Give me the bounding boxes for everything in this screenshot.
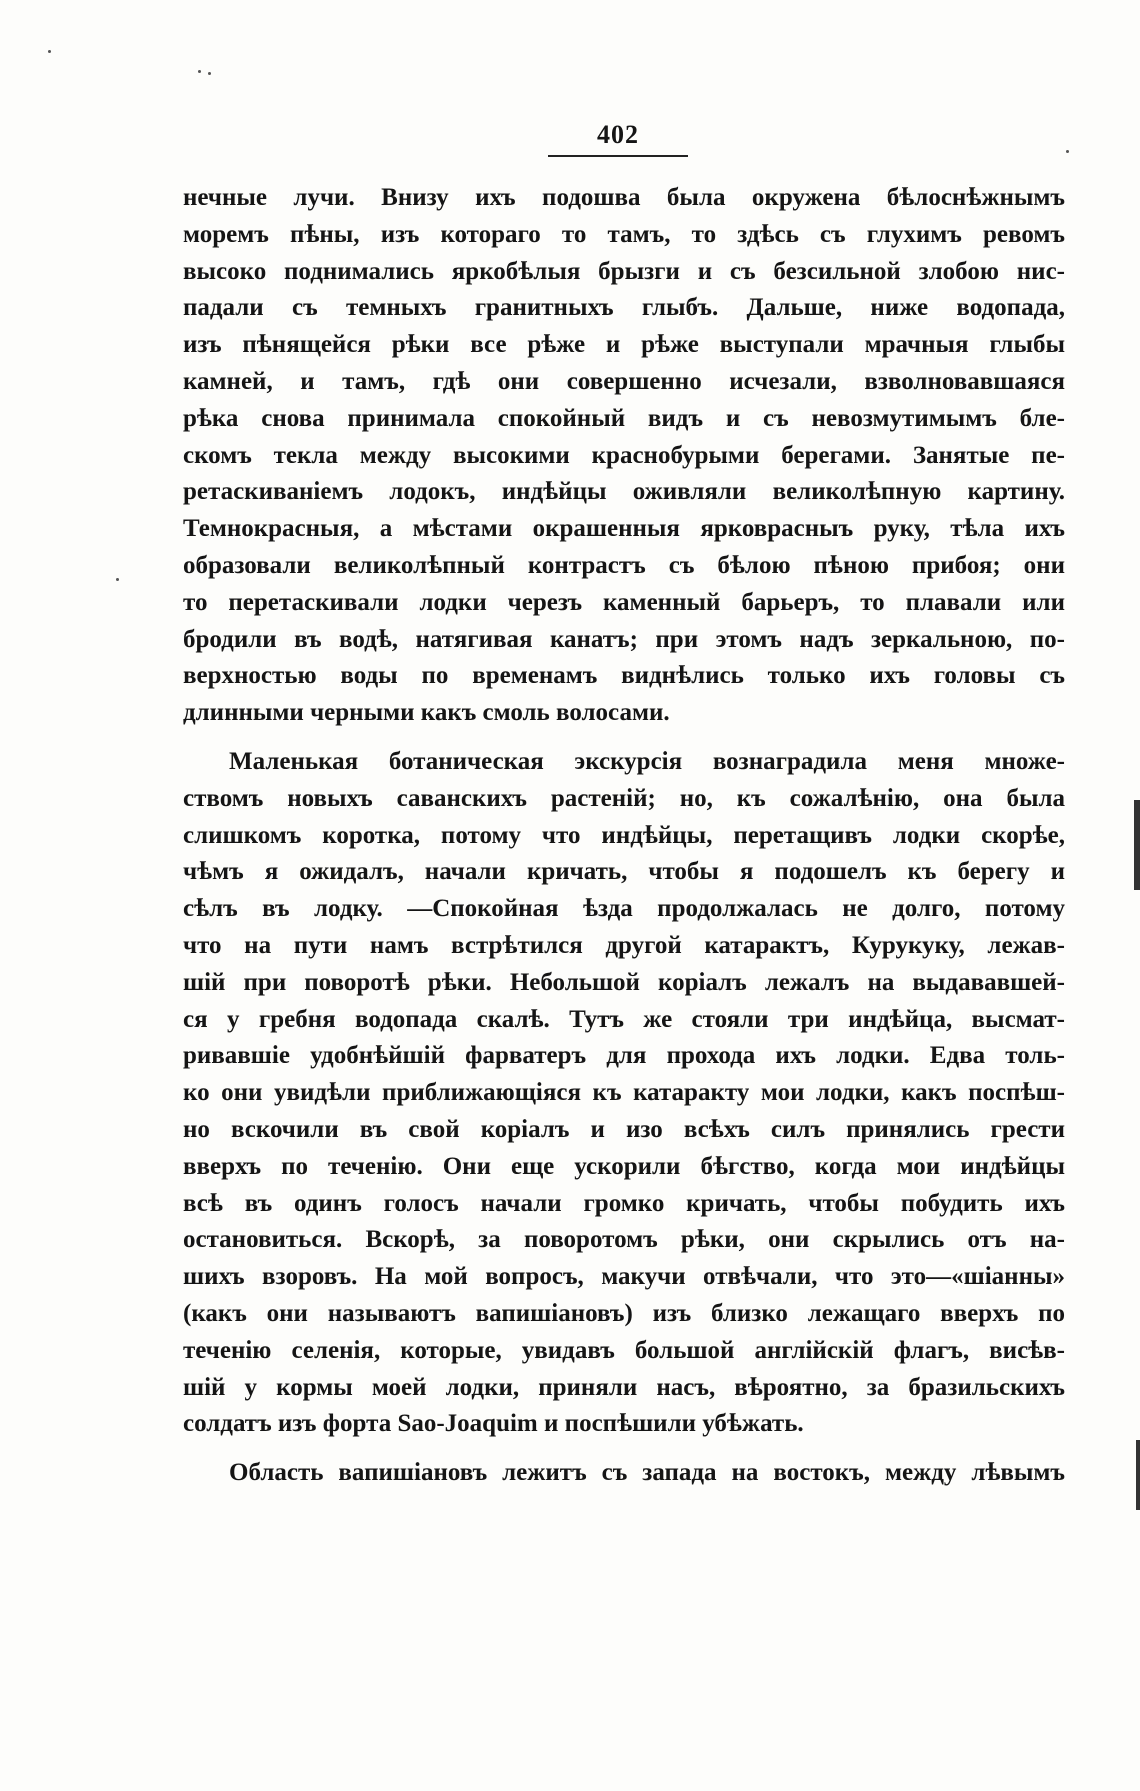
text-line: Темнокрасныя, а мѣстами окрашенныя ярковрасныъ руку, тѣла ихъ xyxy=(183,515,1065,543)
text-line: скомъ текла между высокими краснобурыми берегами. Занятые пе- xyxy=(183,441,1065,469)
text-line: бродили въ водѣ, натягивая канатъ; при этомъ надъ зеркальною, по- xyxy=(183,625,1065,653)
text-line: теченію селенія, которые, увидавъ большой англійскій флагъ, висѣв- xyxy=(183,1336,1065,1364)
text-line: длинными черными какъ смоль волосами. xyxy=(183,699,670,727)
paragraph-gap xyxy=(183,732,1065,744)
text-line: что на пути намъ встрѣтился другой катарактъ, Курукуку, лежав- xyxy=(183,931,1065,959)
text-line: ствомъ новыхъ саванскихъ растеній; но, къ сожалѣнію, она была xyxy=(183,784,1065,812)
text-line: шій при поворотѣ рѣки. Небольшой коріалъ лежалъ на выдававшей- xyxy=(183,968,1065,996)
text-line: ко они увидѣли приближающіяся къ катаракту мои лодки, какъ поспѣш- xyxy=(183,1079,1065,1107)
text-line: чѣмъ я ожидалъ, начали кричать, чтобы я подошелъ къ берегу и xyxy=(183,858,1065,886)
scan-speck xyxy=(208,72,211,75)
text-line: то перетаскивали лодки черезъ каменный барьеръ, то плавали или xyxy=(183,588,1065,616)
paragraph xyxy=(183,180,1065,732)
text-line: вверхъ по теченію. Они еще ускорили бѣгство, когда мои индѣйцы xyxy=(183,1152,1065,1180)
text-line: шій у кормы моей лодки, приняли насъ, вѣроятно, за бразильскихъ xyxy=(183,1373,1065,1401)
text-line: изъ пѣнящейся рѣки все рѣже и рѣже выступали мрачныя глыбы xyxy=(183,331,1065,359)
text-line: солдатъ изъ форта Sao-Joaquim и поспѣшили убѣжать. xyxy=(183,1410,804,1438)
paragraph xyxy=(183,744,1065,1443)
scan-edge-mark xyxy=(1136,1440,1140,1510)
text-line: всѣ въ одинъ голосъ начали громко кричать, чтобы побудить ихъ xyxy=(183,1189,1065,1217)
text-line: ся у гребня водопада скалѣ. Тутъ же стояли три индѣйца, высмат- xyxy=(183,1005,1065,1033)
text-line: остановиться. Вскорѣ, за поворотомъ рѣки, они скрылись отъ на- xyxy=(183,1226,1065,1254)
text-line: высоко поднимались яркобѣлыя брызги и съ безсильной злобою нис- xyxy=(183,257,1065,285)
scan-speck xyxy=(198,70,201,73)
paragraph xyxy=(183,1455,1065,1492)
text-line: ривавшіе удобнѣйшій фарватеръ для прохода ихъ лодки. Едва толь- xyxy=(183,1042,1065,1070)
text-line: шихъ взоровъ. На мой вопросъ, макучи отвѣчали, что это—«шіанны» xyxy=(183,1263,1065,1291)
text-line: нечные лучи. Внизу ихъ подошва была окружена бѣлоснѣжнымъ xyxy=(183,184,1065,211)
text-line: Маленькая ботаническая экскурсія вознаградила меня множе- xyxy=(229,747,1065,775)
text-line: моремъ пѣны, изъ котораго то тамъ, то здѣсь съ глухимъ ревомъ xyxy=(183,220,1065,248)
scan-speck xyxy=(48,50,51,53)
body-text xyxy=(183,180,1065,1492)
text-line: верхностью воды по временамъ виднѣлись только ихъ головы съ xyxy=(183,662,1065,690)
page-number: 402 xyxy=(597,120,639,149)
paragraph-gap xyxy=(183,1443,1065,1455)
text-line: ретаскиваніемъ лодокъ, индѣйцы оживляли великолѣпную картину. xyxy=(183,478,1065,506)
text-line: рѣка снова принимала спокойный видъ и съ невозмутимымъ бле- xyxy=(183,404,1065,432)
scan-speck xyxy=(116,578,119,581)
text-line: образовали великолѣпный контрастъ съ бѣлою пѣною прибоя; они xyxy=(183,551,1065,579)
page-number-rule xyxy=(548,155,688,157)
text-line: слишкомъ коротка, потому что индѣйцы, перетащивъ лодки скорѣе, xyxy=(183,821,1065,849)
text-line: (какъ они называютъ вапишіановъ) изъ близко лежащаго вверхъ по xyxy=(183,1299,1065,1327)
text-line: Область вапишіановъ лежитъ съ запада на востокъ, между лѣвымъ xyxy=(229,1459,1065,1487)
text-line: камней, и тамъ, гдѣ они совершенно исчезали, взволновавшаяся xyxy=(183,367,1065,395)
scan-speck xyxy=(1066,150,1069,153)
scan-edge-mark xyxy=(1134,800,1140,890)
text-line: падали съ темныхъ гранитныхъ глыбъ. Дальше, ниже водопада, xyxy=(183,294,1065,322)
text-line: сѣлъ въ лодку. —Спокойная ѣзда продолжалась не долго, потому xyxy=(183,895,1065,923)
text-line: но вскочили въ свой коріалъ и изо всѣхъ силъ принялись грести xyxy=(183,1115,1065,1143)
